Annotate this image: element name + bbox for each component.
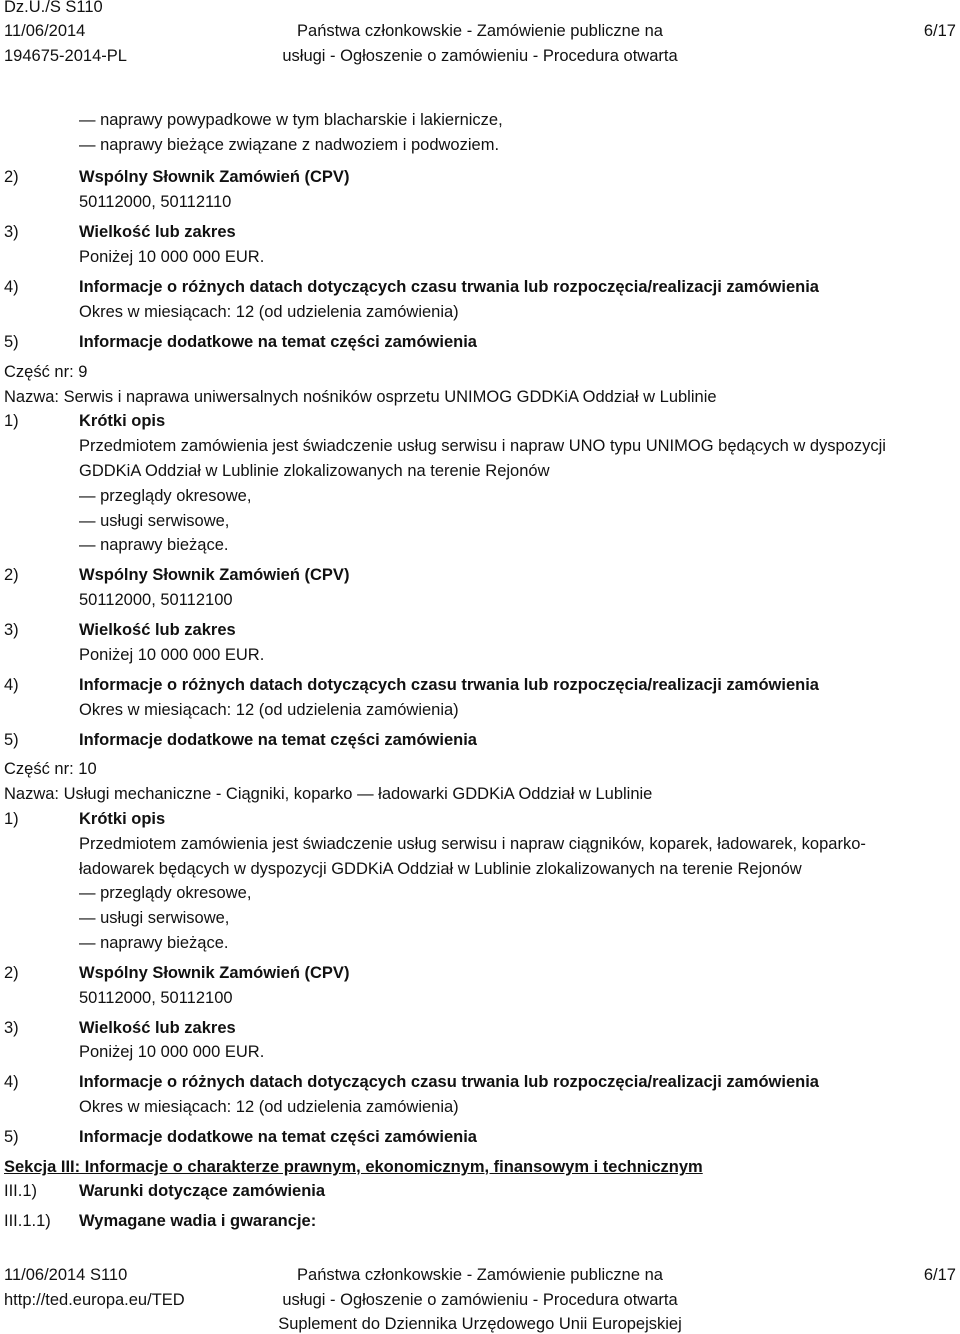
footer-url[interactable]: http://ted.europa.eu/TED [4,1291,185,1309]
section-heading: Informacje dodatkowe na temat części zamówienia [79,731,477,749]
item-number: 1) [4,412,19,430]
text-line: Nazwa: Serwis i naprawa uniwersalnych nośników osprzetu UNIMOG GDDKiA Oddział w Lublinie [4,388,717,406]
text-line: — naprawy powypadkowe w tym blacharskie i lakiernicze, [79,111,503,129]
text-line: Przedmiotem zamówienia jest świadczenie usług serwisu i napraw ciągników, koparek, ładowarek, koparko- [79,835,866,853]
text-line: Część nr: 9 [4,363,88,381]
text-line: Okres w miesiącach: 12 (od udzielenia zamówienia) [79,303,459,321]
section-title: Sekcja III: Informacje o charakterze prawnym, ekonomicznym, finansowym i technicznym [4,1158,703,1176]
journal-ref: Dz.U./S S110 [4,0,103,16]
footer-title-line1: Państwa członkowskie - Zamówienie publiczne na [297,1266,663,1284]
text-line: Nazwa: Usługi mechaniczne - Ciągniki, koparko — ładowarki GDDKiA Oddział w Lublinie [4,785,653,803]
text-line: — usługi serwisowe, [79,909,230,927]
text-line: Poniżej 10 000 000 EUR. [79,1043,265,1061]
header-title-line1: Państwa członkowskie - Zamówienie publiczne na [297,22,663,40]
text-line: — naprawy bieżące. [79,536,229,554]
section-heading: Informacje o różnych datach dotyczących czasu trwania lub rozpoczęcia/realizacji zamówienia [79,278,819,296]
item-number: III.1) [4,1182,38,1200]
text-line: Poniżej 10 000 000 EUR. [79,248,265,266]
text-line: ładowarek będących w dyspozycji GDDKiA Oddział w Lublinie zlokalizowanych na terenie Rejonów [79,860,802,878]
section-heading: Warunki dotyczące zamówienia [79,1182,326,1200]
text-line: Przedmiotem zamówienia jest świadczenie usług serwisu i napraw UNO typu UNIMOG będących w dyspozycji [79,437,886,455]
section-heading: Informacje dodatkowe na temat części zamówienia [79,333,477,351]
text-line: GDDKiA Oddział w Lublinie zlokalizowanych na terenie Rejonów [79,462,550,480]
section-heading: Wspólny Słownik Zamówień (CPV) [79,168,350,186]
item-number: 5) [4,731,19,749]
section-heading: Krótki opis [79,412,166,430]
footer-date-issue: 11/06/2014 S110 [4,1266,128,1284]
header-title-line2: usługi - Ogłoszenie o zamówieniu - Procedura otwarta [282,47,678,65]
item-number: 2) [4,964,19,982]
footer-title-line2: usługi - Ogłoszenie o zamówieniu - Procedura otwarta [282,1291,678,1309]
section-heading: Wielkość lub zakres [79,223,236,241]
item-number: 4) [4,1073,19,1091]
header-doc-id: 194675-2014-PL [4,47,127,65]
item-number: 3) [4,621,19,639]
text-line: — przeglądy okresowe, [79,884,252,902]
item-number: 4) [4,676,19,694]
text-line: Okres w miesiącach: 12 (od udzielenia zamówienia) [79,1098,459,1116]
text-line: 50112000, 50112110 [79,193,232,211]
footer-title-line3: Suplement do Dziennika Urzędowego Unii Europejskiej [278,1315,682,1333]
text-line: — naprawy bieżące związane z nadwoziem i podwoziem. [79,136,500,154]
text-line: Poniżej 10 000 000 EUR. [79,646,265,664]
section-heading: Wspólny Słownik Zamówień (CPV) [79,964,350,982]
section-heading: Wielkość lub zakres [79,1019,236,1037]
text-line: 50112000, 50112100 [79,591,233,609]
section-heading: Informacje dodatkowe na temat części zamówienia [79,1128,477,1146]
text-line: — naprawy bieżące. [79,934,229,952]
footer-page-number: 6/17 [923,1266,956,1284]
text-line: 50112000, 50112100 [79,989,233,1007]
item-number: 5) [4,1128,19,1146]
section-heading: Wspólny Słownik Zamówień (CPV) [79,566,350,584]
text-line: — usługi serwisowe, [79,512,230,530]
item-number: 4) [4,278,19,296]
section-heading: Wymagane wadia i gwarancje: [79,1212,317,1230]
item-number: 2) [4,566,19,584]
section-heading: Informacje o różnych datach dotyczących czasu trwania lub rozpoczęcia/realizacji zamówienia [79,676,819,694]
item-number: III.1.1) [4,1212,51,1230]
header-date: 11/06/2014 [4,22,86,40]
header-page-number: 6/17 [923,22,956,40]
section-heading: Krótki opis [79,810,166,828]
item-number: 1) [4,810,19,828]
item-number: 3) [4,1019,19,1037]
text-line: Okres w miesiącach: 12 (od udzielenia zamówienia) [79,701,459,719]
item-number: 3) [4,223,19,241]
item-number: 2) [4,168,19,186]
section-heading: Informacje o różnych datach dotyczących czasu trwania lub rozpoczęcia/realizacji zamówienia [79,1073,819,1091]
section-heading: Wielkość lub zakres [79,621,236,639]
item-number: 5) [4,333,19,351]
text-line: Część nr: 10 [4,760,97,778]
text-line: — przeglądy okresowe, [79,487,252,505]
